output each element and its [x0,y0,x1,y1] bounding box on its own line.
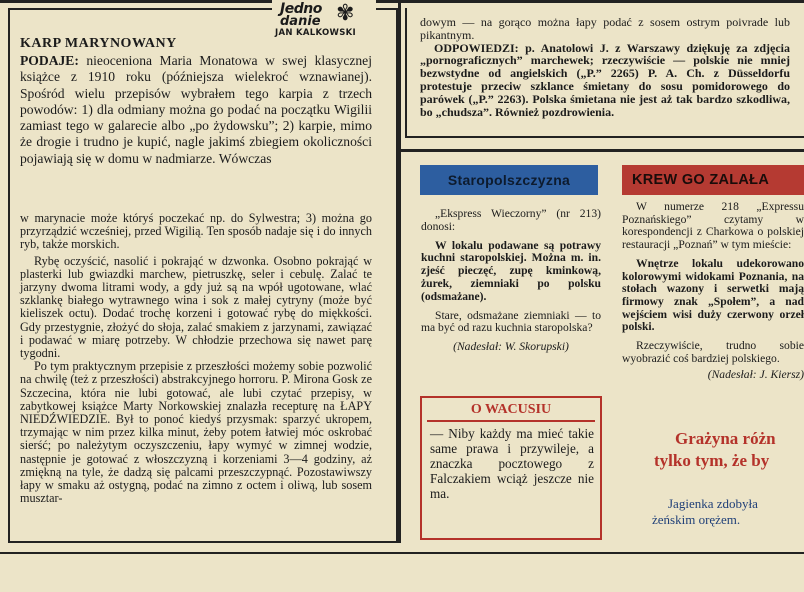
column-author: JAN KALKOWSKI [275,28,356,38]
karp-lead-label: PODAJE: [20,53,79,68]
karp-para-2: Rybę oczyścić, nasolić i pokrająć w dzwonka. Osobno pokrająć w plasterki lub gwiazdki marchew, pietruszkę, seler i cebulę. Zalać te jarzyny dwoma litrami wody, a gdy już są na wpół ugotowane, wlać szklankę białego wytrawnego wina i sok z małej cytryny (może być kieliszek octu). Dodać trochę korzeni i gotować rybę do miękkości. Gdy przestygnie, złożyć do słoja, zalać smakiem z jarzynami, zawiązać i podawać w miarę potrzeby. W chłodzie przechowa się nawet parę tygodni. [20,253,372,361]
krew-quote: Wnętrze lokalu udekorowano kolorowymi widokami Poznania, na stołach wazony i serwetki mają firmowy znak „Społem”, a nad wejściem wisi duży czerwony orzeł polski. [622,256,804,334]
wacus-rule [427,420,595,422]
odpowiedzi-body: p. Anatolowi J. z Warszawy dziękuję za zdjęcia „pornograficznych” marchewek; rzeczywiście — polskie nie mniej bezwstydne od angielskich („P.” 2265) P. A. Ch. z Düsseldorfu protestuje przeciw szklance śmietany do sosu pomidorowego do parówek („P.” 2263). Polska śmietana nie jest aż tak bardzo szkodliwa, bo „chudsza”. Również pozdrowienia. [420,40,790,119]
staropol-comment: Stare, odsmażane ziemniaki — to ma być od razu kuchnia staropolska? [421,308,601,335]
wacus-text: — Niby każdy ma mieć takie same prawa i przywileje, a znaczka pocztowego z Falczakiem wciąż jeszcze nie ma. [430,426,594,501]
krew-intro: W numerze 218 „Expressu Poznańskiego” czytamy w korespondencji z Charkowa o polskiej restauracji „Poznań” w tym mieście: [622,200,804,252]
krew-comment: Rzeczywiście, trudno sobie wyobrazić coś bardziej polskiego. [622,339,804,365]
krew-banner: KREW GO ZALAŁA [622,165,804,195]
jagienka-line2: żeńskim orężem. [652,512,741,527]
grazyna-line2: tylko tym, że by [654,451,770,470]
odpowiedzi-text [420,16,790,118]
karp-title: KARP MARYNOWANY [20,36,177,51]
staropol-text [421,208,601,354]
wacus-title: O WACUSIU [470,402,552,417]
karp-lead-text: nieoceniona Maria Monatowa w swej klasycznej książce z 1910 roku (późniejsza wielekroć wznawianej). Spośród wielu przepisów wybrałem tego karpia z trzech powodów: 1) dla odmiany można go podać na początku Wigilii zamiast tego w galarecie albo „po żydowsku”; 2) karpie, mimo że drogie i trudno je kupić, nagle jakimś zbiegiem okoliczności pojawiają się w domu w nadmiarze. Wówczas [20,53,372,166]
krew-text [622,201,804,382]
right-section-rule [401,149,804,152]
karp-body [20,212,372,505]
karp-para-1: w marynacie może któryś poczekać np. do Sylwestra; 3) można go przyrządzić wcześniej, przed Wigilią. Ten sposób nadaje się i do innych ryb, także morskich. [20,211,372,252]
logo-line1: Jedno [280,1,322,17]
odpowiedzi-label: ODPOWIEDZI: [434,40,519,55]
staropol-signature: (Nadesłał: W. Skorupski) [453,340,569,354]
staropol-quote: W lokalu podawane są potrawy kuchni staropolskiej. Można m. in. zjeść pieczęć, zupę kminkową, żurek, ziemniaki po polsku (odsmażane). [421,238,601,303]
cook-sketch-icon: ✾ [336,0,355,25]
top-rule [0,0,804,3]
bottom-rule [0,552,804,554]
jagienka-line1: Jagienka zdobyła [668,496,758,511]
column-logo [272,0,376,44]
odpowiedzi-cont: dowym — na gorąco można łapy podać z sosem ostrym poivrade lub pikantnym. [420,15,790,42]
staropol-intro: „Ekspress Wieczorny” (nr 213) donosi: [421,207,601,233]
column-divider [398,3,401,543]
karp-lead [20,53,372,167]
krew-signature: (Nadesłał: J. Kiersz) [707,368,804,382]
logo-line2: danie [280,14,321,29]
grazyna-line1: Grażyna różn [675,429,776,448]
karp-para-3: Po tym praktycznym przepisie z przeszłości możemy sobie pozwolić na chwilę (też z przeszłości) abstrakcyjnego horroru. P. Mirona Gosk ze Szczecina, która nie lubi gotować, ale lubi czytać przepisy, w zabytkowej książce Marty Norkowskiej znalazła recepturę na ŁAPY NIEDŹWIEDZIE. Był to ponoć kiedyś przysmak: sparzyć ukropem, trzymając w nim przez kilka minut, żeby potem łatwiej móc oskrobać sierść; po należytym oczyszczeniu, łapy wymyć w zimnej wodzie, następnie je gotować z włoszczyzną i korzeniami 3—4 godziny, aż zmiękną na tyle, że dadzą się palcami przeszczypnąć. Pozostawiwszy łapy w smaku aż ostygną, podać na zimno z octem i oliwą, lub sosem musztar- [20,359,372,506]
staropol-banner: Staropolszczyzna [420,165,598,195]
